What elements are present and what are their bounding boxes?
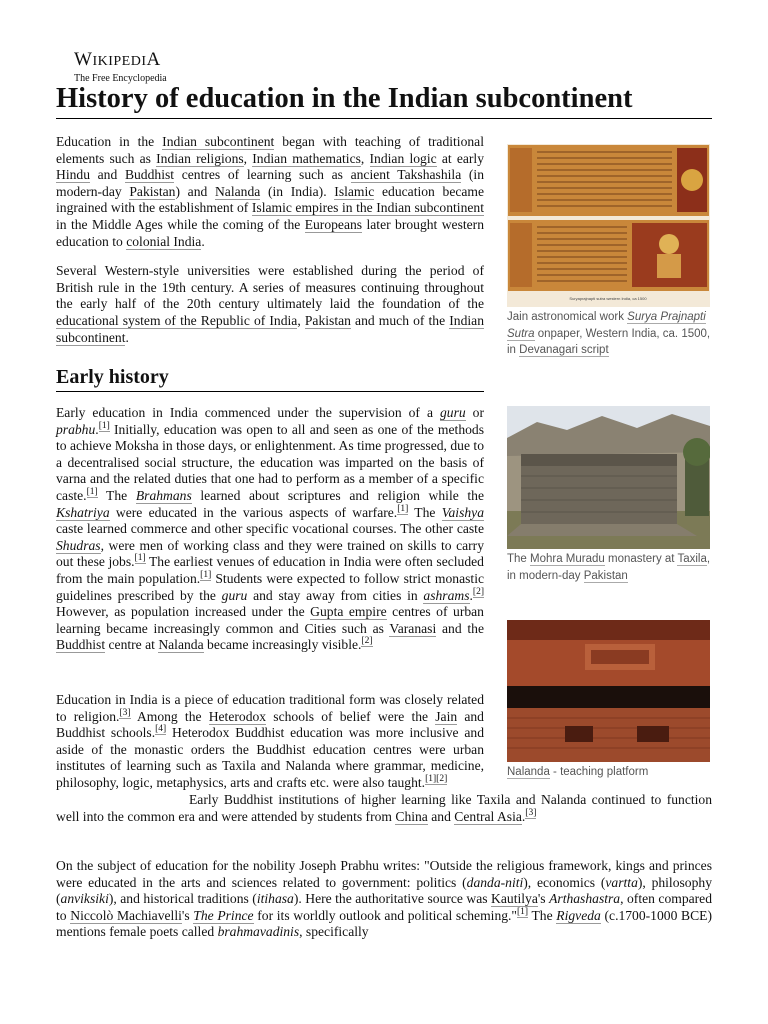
link-heterodox[interactable]: Heterodox [208,708,267,724]
early-history-paragraph-2: Education in India is a piece of education traditional form was closely related to religion.[3] Among the Heterodox schools of belief were the Jain and Buddhist schools.[4] Heterodox Buddhist education was more inclusive and aside of the monastic orders the Buddhist education centres were urban institutes of learning such as Taxila and Nalanda where grammar, medicine, philosophy, logic, metaphysics, arts and crafts etc. were also taught.[1][2] [56,692,484,790]
early-history-paragraph-3: On the subject of education for the nobility Joseph Prabhu writes: "Outside the religious framework, kings and princes were educated in the arts and sciences related to government: politics (danda-niti), economics (vartta), philosophy (anviksiki), and historical traditions (itihasa). Here the authoritative source was Kautilya's Arthashastra, often compared to Niccolò Machiavelli's The Prince for its worldly outlook and political scheming."[1] The Rigveda (c.1700-1000 BCE) mentions female poets called brahmavadinis, specifically [56,858,713,940]
link-buddhist[interactable]: Buddhist [124,167,175,183]
ref-1[interactable]: [1] [200,569,212,580]
early-history-paragraph-1: Early education in India commenced under the supervision of a guru or prabhu.[1] Initially, education was open to all and seen as one of the methods to achieve Moksha in those days, or enlightenment. As time progressed, due to a decentralised social structure, the education was imparted on the basis of varna and the related duties that one had to perform as a member of a specific caste.[1] The Brahmans learned about scriptures and religion while the Kshatriya were educated in the various aspects of warfare.[1] The Vaishya caste learned commerce and other specific vocational courses. The other caste Shudras, were men of working class and they were trained on skills to carry out these jobs.[1] The earliest venues of education in India were often secluded from the main population.[1] Students were expected to follow strict monastic guidelines prescribed by the guru and stay away from cities in ashrams.[2] However, as population increased under the Gupta empire centres of urban learning became increasingly common and Cities such as Varanasi and the Buddhist centre at Nalanda became increasingly visible.[2] [56,405,485,653]
link-the-prince[interactable]: The Prince [193,907,254,923]
monastery-image[interactable] [507,406,710,549]
link-europeans[interactable]: Europeans [304,216,363,232]
link-machiavelli[interactable]: Niccolò Machiavelli [70,907,182,923]
link-islamic[interactable]: Islamic [334,183,375,199]
wikipedia-logo[interactable] [74,50,167,84]
ref-2[interactable]: [2] [436,773,448,784]
link-nalanda[interactable]: Nalanda [214,183,261,199]
intro-section [56,134,484,346]
link-ashrams[interactable]: ashrams [423,587,470,603]
link-pakistan-2[interactable]: Pakistan [304,312,351,328]
link-pakistan-caption[interactable]: Pakistan [583,569,628,582]
ref-1[interactable]: [1] [397,503,409,514]
ref-1[interactable]: [1] [134,553,146,564]
link-educational-system-india[interactable]: educational system of the Republic of India [56,312,298,328]
page-title: History of education in the Indian subcontinent [56,82,712,119]
link-pakistan[interactable]: Pakistan [129,183,176,199]
link-rigveda[interactable]: Rigveda [556,907,601,923]
manuscript-label: Suryaprajnapti sutra western India, ca 1500 [569,296,647,301]
link-kautilya[interactable]: Kautilya [491,891,538,907]
section-heading-early-history: Early history [56,364,484,392]
link-central-asia[interactable]: Central Asia [454,808,522,824]
intro-paragraph-2: Several Western-style universities were established during the period of British rule in the 19th century. A series of measures continuing throughout the early half of the 20th century ultimately laid the foundation of the educational system of the Republic of India, Pakistan and much of the Indian subcontinent. [56,263,484,345]
ref-3[interactable]: [3] [525,807,537,818]
link-gupta-empire[interactable]: Gupta empire [310,604,387,620]
ref-2[interactable]: [2] [361,636,373,647]
link-indian-subcontinent[interactable]: Indian subcontinent [162,134,275,149]
link-nalanda-caption[interactable]: Nalanda [507,766,550,778]
link-devanagari-script[interactable]: Devanagari script [519,344,609,357]
nalanda-image[interactable] [507,620,710,762]
link-brahmans[interactable]: Brahmans [135,487,192,503]
link-colonial-india[interactable]: colonial India [126,233,202,249]
link-vaishya[interactable]: Vaishya [441,504,484,520]
ref-1[interactable]: [1] [425,773,437,784]
figure-caption-monastery: The Mohra Muradu monastery at Taxila, in modern-day Pakistan [507,553,711,582]
link-indian-mathematics[interactable]: Indian mathematics [252,150,361,166]
link-surya-prajnapti-sutra[interactable]: Surya Prajnapti Sutra [507,311,706,340]
figure-caption-nalanda: Nalanda - teaching platform [507,766,649,778]
link-nalanda-2[interactable]: Nalanda [158,637,204,653]
link-mohra-muradu[interactable]: Mohra Muradu [530,553,605,565]
link-hindu[interactable]: Hindu [56,167,90,183]
link-indian-religions[interactable]: Indian religions [156,150,244,166]
link-indian-subcontinent-2[interactable]: Indian subcontinent [56,312,484,345]
ref-2[interactable]: [2] [472,586,484,597]
early-history-paragraph-2-cont: Early Buddhist institutions of higher learning like Taxila and Nalanda continued to function well into the common era and were attended by students from China and Central Asia.[3] [56,792,712,824]
link-taxila[interactable]: Taxila [677,553,707,565]
link-islamic-empires[interactable]: Islamic empires in the Indian subcontinent [251,200,484,216]
manuscript-image[interactable] [507,144,710,307]
intro-paragraph-1: Education in the Indian subcontinent began with teaching of traditional elements such as Indian religions, Indian mathematics, Indian logic at early Hindu and Buddhist centres of learning such as ancient Takshashila (in modern-day Pakistan) and Nalanda (in India). Islamic education became ingrained with the establishment of Islamic empires in the Indian subcontinent in the Middle Ages while the coming of the Europeans later brought western education to colonial India. [56,134,485,249]
link-guru[interactable]: guru [439,405,466,420]
link-buddhist-2[interactable]: Buddhist [56,637,106,653]
link-shudras[interactable]: Shudras [56,537,101,553]
figure-caption-manuscript: Jain astronomical work Surya Prajnapti Sutra onpaper, Western India, ca. 1500, in Devanagari script [507,311,711,357]
ref-4[interactable]: [4] [155,724,167,735]
ref-1[interactable]: [1] [516,906,529,917]
figure-manuscript [507,144,711,359]
figure-monastery [507,406,711,584]
logo-tagline: The Free Encyclopedia [74,73,167,84]
ref-1[interactable]: [1] [98,420,110,431]
link-ancient-takshashila[interactable]: ancient Takshashila [350,167,462,183]
link-china[interactable]: China [395,808,428,824]
ref-3[interactable]: [3] [119,707,131,718]
ref-1[interactable]: [1] [86,486,98,497]
link-jain[interactable]: Jain [435,708,458,724]
link-varanasi[interactable]: Varanasi [389,620,437,636]
link-kshatriya[interactable]: Kshatriya [56,504,110,520]
figure-nalanda [507,620,711,781]
link-indian-logic[interactable]: Indian logic [369,150,437,166]
logo-wordmark: WIKIPEDIA [74,49,161,70]
